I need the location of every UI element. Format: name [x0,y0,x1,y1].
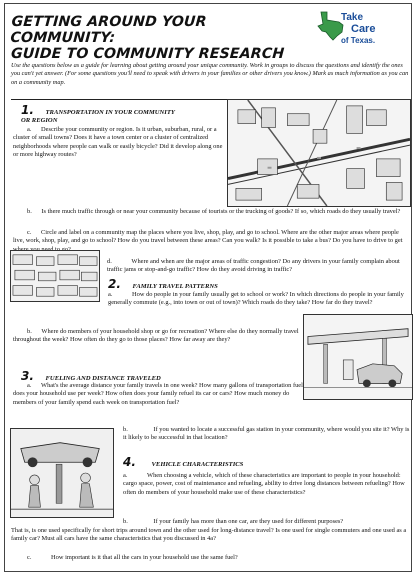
section-2-title: FAMILY TRAVEL PATTERNS [132,283,218,290]
intro-paragraph: Use the questions below as a guide for learning about getting around your unique community. Work in groups to discuss the questions and identify the ones you can't yet answer. (For some questions you'll need to speak with drivers in your families or other drivers you know.) Mark as much information as you can on a community map. [11,62,409,86]
question-1b [13,208,411,216]
question-1c-text: Circle and label on a community map the places where you live, shop, play, and go to school. Where are the other major areas where people live, work, shop, play, and go to school? How do you travel between these areas? Can you walk? Is it possible to take a bus? Do you have to drive to get [13,229,403,245]
section-4-number: 4. [123,455,136,469]
city-aerial-illustration [227,99,411,207]
logo-care: Care [351,23,376,35]
section-1-title-line2: OR REGION [21,117,58,125]
section-3-number: 3. [21,369,34,383]
logo-of-texas: of Texas. [341,36,376,45]
question-1a-label: a. [27,126,32,133]
question-4b-line1 [123,518,411,526]
logo-take: Take [341,12,364,23]
question-4a-label: a. [123,472,128,479]
section-2-heading [108,278,408,291]
question-3b-text: If you wanted to locate a successful gas station in your community, where would you site it? Why is it likely to be successful in that location? [123,426,410,442]
question-2b-text: Where do members of your household shop or go for recreation? Where else do they normally travel throughout the week? How often do they go to those places? How far away are they? [13,328,299,344]
traffic-jam-illustration [10,250,100,302]
section-1-number: 1. [21,103,34,117]
question-1a [13,126,223,159]
section-4-title: VEHICLE CHARACTERISTICS [151,461,244,468]
question-4c [13,554,411,562]
question-3b-label: b. [123,426,128,433]
question-4b-label: b. [123,518,128,525]
question-1d [107,258,411,275]
question-1c-label: c. [27,229,32,236]
auto-garage-illustration [10,428,114,518]
question-1b-text: Is there much traffic through or near your community because of tourists or the trucking of goods? If so, which roads do they usually travel? [41,208,401,215]
question-4c-text: How important is it that all the cars in your household use the same fuel? [51,554,238,561]
question-3a-label: a. [27,382,32,389]
question-2a-label: a. [108,291,113,298]
question-4a-text: When choosing a vehicle, which of these characteristics are important to people in your household: cargo space, power, cost of maintenance and refueling, ability to drive long distances between refueling? How often do members of your household make use of these characteristics? [123,472,405,496]
question-4b-line2: That is, is one used specifically for short trips around town and the other used for long-distance travel? Is one used for single commuters and one used as a family car? Must all cars have the same characteristics that you discussed in 4a? [11,527,407,543]
question-4a [123,472,411,497]
question-3a-text: What's the average distance your family travels in one week? How many gallons of transportation fuel does your household use per week? How often does your family refuel its car or cars? How much money do members of your family spend each week on transportation fuel? [13,382,303,406]
page-header [11,14,311,62]
question-1a-text: Describe your community or region. Is it urban, suburban, rural, or a cluster of small towns? Does it have a town center or a cluster of centralized neighborhoods where people can walk or easily bicycle? Did it develop along one or more highway routes? [13,126,223,158]
question-2b [13,328,303,345]
section-4-heading [123,456,411,469]
question-1d-text: Where and when are the major areas of traffic congestion? Do any drivers in your family complain about traffic jams or stop-and-go traffic? How do they avoid driving in traffic? [107,258,400,274]
question-4c-label: c. [27,554,32,561]
take-care-of-texas-logo [315,10,407,44]
gas-station-illustration [303,314,413,400]
section-1-heading [21,104,231,126]
question-2a-text: How do people in your family usually get to school or work? In which directions do people in your family generally commute (e.g., into town or out of town)? Which roads do they take? How far do they travel? [108,291,404,307]
question-1d-label: d. [107,258,112,265]
question-3b [123,426,411,443]
section-2-number: 2. [108,277,121,291]
question-4b-text-part1: If your family has more than one car, are they used for different purposes? [153,518,344,525]
page-title-line1: GETTING AROUND YOUR COMMUNITY: [9,14,208,46]
question-3a [13,382,305,407]
section-1-title-line1: TRANSPORTATION IN YOUR COMMUNITY [45,109,175,116]
page-title-line2: GUIDE TO COMMUNITY RESEARCH [10,46,285,62]
worksheet-page [4,3,412,572]
question-1b-label: b. [27,208,32,215]
question-2a [108,291,411,308]
section-3-title: FUELING AND DISTANCE TRAVELED [45,375,161,382]
question-2b-label: b. [27,328,32,335]
